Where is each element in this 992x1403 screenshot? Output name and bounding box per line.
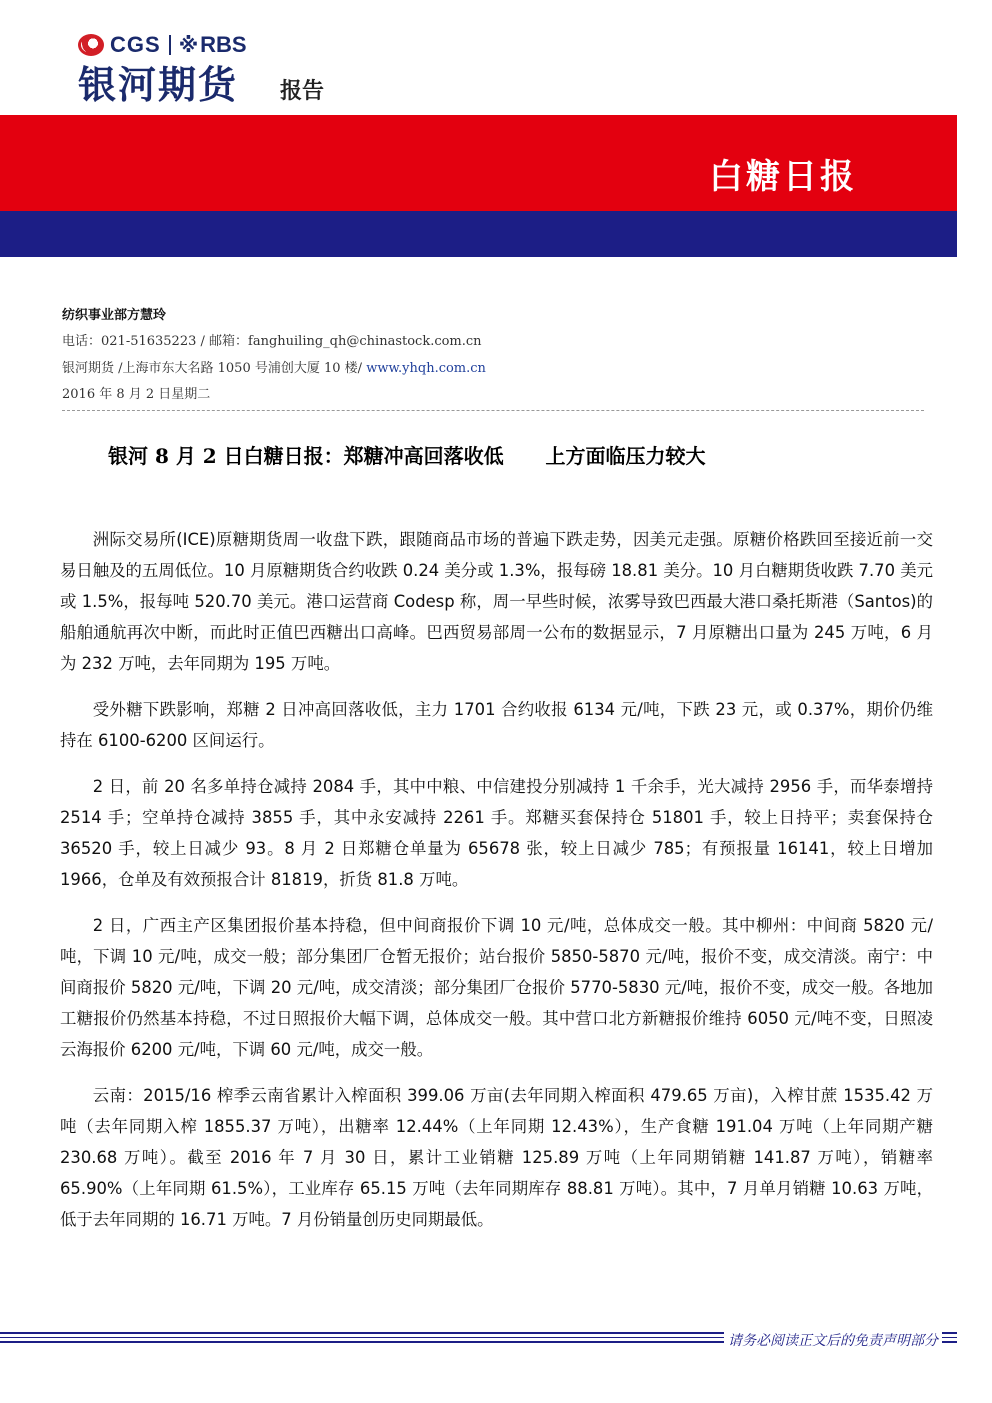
company-address	[62, 357, 486, 376]
rbs-daisy-icon: ※	[178, 33, 199, 57]
cgs-swirl-icon	[78, 34, 104, 56]
title-banner	[0, 115, 957, 211]
paragraph-yunnan: 云南：2015/16 榨季云南省累计入榨面积 399.06 万亩(去年同期入榨面积 479.65 万亩)，入榨甘蔗 1535.42 万吨（去年同期入榨 1855.37 万吨），出糖率 12.44%（上年同期 12.43%），生产食糖 191.04 万吨（上年同期产糖 230.68 万吨）。截至 2016 年 7 月 30 日，累计工业销糖 125.89 万吨（上年同期销糖 141.87 万吨），销糖率 65.90%（上年同期 61.5%），工业库存 65.15 万吨（去年同期库存 88.81 万吨）。其中，7 月单月销糖 10.63 万吨，低于去年同期的 16.71 万吨。7 月份销量创历史同期最低。	[60, 1086, 933, 1229]
disclaimer-note: 请务必阅读正文后的免责声明部分	[724, 1330, 942, 1350]
website-link[interactable]: www.yhqh.com.cn	[366, 361, 486, 376]
logo-divider	[169, 35, 171, 55]
logo-cgs-text: CGS	[110, 32, 161, 57]
report-date: 2016 年 8 月 2 日星期二	[62, 387, 211, 402]
logo-mark-row	[78, 30, 247, 60]
banner-title: 白糖日报	[709, 157, 857, 197]
brand-name: 银河期货	[78, 63, 239, 107]
address-text: 银河期货 /上海市东大名路 1050 号浦创大厦 10 楼/	[62, 361, 367, 376]
article-body	[60, 524, 933, 1250]
logo-rbs-text: RBS	[200, 32, 247, 57]
report-label: 报告	[280, 79, 325, 104]
paragraph-ice-sugar: 洲际交易所(ICE)原糖期货周一收盘下跌，跟随商品市场的普遍下跌走势，因美元走强。原糖价格跌回至接近前一交易日触及的五周低位。10 月原糖期货合约收跌 0.24 美分或 1.3%，报每磅 18.81 美分。10 月白糖期货收跌 7.70 美元或 1.5%，报每吨 520.70 美元。港口运营商 Codesp 称，周一早些时候，浓雾导致巴西最大港口桑托斯港（Santos)的船舶通航再次中断，而此时正值巴西糖出口高峰。巴西贸易部周一公布的数据显示，7 月原糖出口量为 245 万吨，6 月为 232 万吨，去年同期为 195 万吨。	[60, 530, 933, 673]
banner-stripe	[0, 211, 957, 257]
paragraph-zhengzhou-price: 受外糖下跌影响，郑糖 2 日冲高回落收低，主力 1701 合约收报 6134 元/吨，下跌 23 元，或 0.37%，期价仍维持在 6100-6200 区间运行。	[60, 700, 933, 750]
company-logo	[78, 30, 247, 108]
paragraph-spot-quotes: 2 日，广西主产区集团报价基本持稳，但中间商报价下调 10 元/吨，总体成交一般。其中柳州：中间商 5820 元/吨，下调 10 元/吨，成交一般；部分集团厂仓暂无报价；站台报价 5850-5870 元/吨，报价不变，成交清淡。南宁：中间商报价 5820 元/吨，下调 20 元/吨，成交清淡；部分集团厂仓报价 5770-5830 元/吨，报价不变，成交一般。各地加工糖报价仍然基本持稳，不过日照报价大幅下调，总体成交一般。其中营口北方新糖报价维持 6050 元/吨不变，日照凌云海报价 6200 元/吨，下调 60 元/吨，成交一般。	[60, 916, 933, 1059]
paragraph-positions: 2 日，前 20 名多单持仓减持 2084 手，其中中粮、中信建投分别减持 1 千余手，光大减持 2956 手，而华泰增持 2514 手；空单持仓减持 3855 手，其中永安减持 2261 手。郑糖买套保持仓 51801 手，较上日持平；卖套保持仓 36520 手，较上日减少 93。8 月 2 日郑糖仓单量为 65678 张，较上日减少 785；有预报量 16141，较上日增加 1966，仓单及有效预报合计 81819，折货 81.8 万吨。	[60, 777, 933, 889]
author-contact: 电话：021-51635223 / 邮箱：fanghuiling_qh@chinastock.com.cn	[62, 334, 482, 349]
author-department: 纺织事业部方慧玲	[62, 308, 167, 323]
article-title: 银河 8 月 2 日白糖日报：郑糖冲高回落收低 上方面临压力较大	[108, 444, 706, 468]
header-divider	[62, 410, 924, 411]
